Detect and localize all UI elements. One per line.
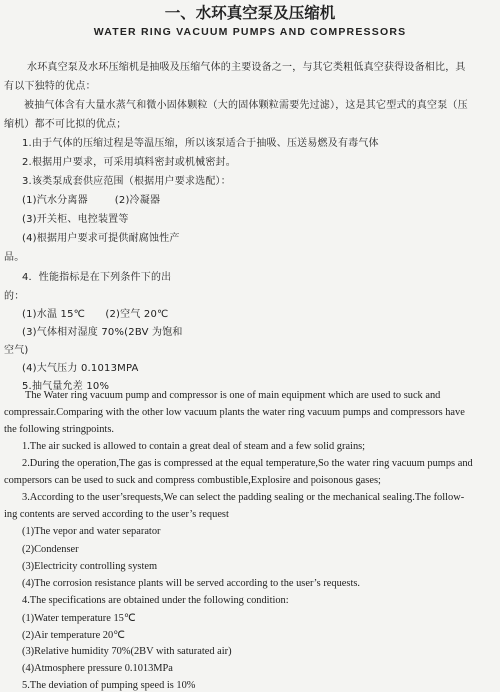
cn-line: 品。 — [4, 252, 25, 263]
en-line: (2)Air temperature 20℃ — [22, 630, 125, 641]
cn-line: 有以下独特的优点： — [4, 81, 96, 92]
cn-line: 3.该类泵成套供应范围（根据用户要求选配）： — [22, 176, 231, 187]
en-line: 5.The deviation of pumping speed is 10% — [22, 680, 196, 691]
cn-line: (3)气体相对湿度 70%(2BV 为饱和 — [22, 327, 183, 338]
en-line: ing contents are served according to the user’s request — [4, 509, 229, 520]
en-line: (3)Electricity controlling system — [22, 561, 158, 572]
en-line: compressair.Comparing with the other low vacuum plants the water ring vacuum pumps and compressors have — [4, 407, 465, 418]
cn-line: (4)大气压力 0.1013MPA — [22, 363, 139, 374]
en-line: 1.The air sucked is allowed to contain a great deal of steam and a few solid grains; — [22, 441, 366, 452]
cn-line: 1.由于气体的压缩过程是等温压缩，所以该泵适合于抽吸、压送易燃及有毒气体 — [22, 138, 379, 149]
en-line: 3.According to the user’srequests,We can select the padding sealing or the mechanical sealing.The follow- — [22, 492, 465, 503]
cn-line: 2.根据用户要求，可采用填料密封或机械密封。 — [22, 157, 236, 168]
en-line: The Water ring vacuum pump and compressor is one of main equipment which are used to suck and — [25, 390, 441, 401]
cn-line: 水环真空泵及水环压缩机是抽吸及压缩气体的主要设备之一，与其它类粗低真空获得设备相比，具 — [27, 62, 466, 73]
cn-line: 缩机）都不可比拟的优点； — [4, 119, 127, 130]
cn-line: (4)根据用户要求可提供耐腐蚀性产 — [22, 233, 180, 244]
en-line: (2)Condenser — [22, 544, 79, 555]
en-line: (1)Water temperature 15℃ — [22, 613, 136, 624]
en-line: 2.During the operation,The gas is compressed at the equal temperature,So the water ring vacuum pumps and — [22, 458, 473, 469]
cn-line: 空气) — [4, 345, 29, 356]
cn-line: 的： — [4, 291, 25, 302]
cn-line: 5.抽气量允差 10% — [22, 381, 110, 392]
cn-line: (1)水温 15℃ (2)空气 20℃ — [22, 309, 169, 320]
cn-line: (3)开关柜、电控装置等 — [22, 214, 129, 225]
en-line: the following stringpoints. — [4, 424, 114, 435]
en-line: 4.The specifications are obtained under the following condition: — [22, 595, 289, 606]
chinese-title: 一、水环真空泵及压缩机 — [164, 4, 336, 22]
cn-line: 被抽气体含有大量水蒸气和微小固体颗粒（大的固体颗粒需要先过滤），这是其它型式的真空泵（压 — [24, 100, 468, 111]
en-line: compersors can be used to suck and compress combustible,Explosire and poisonous gases; — [4, 475, 381, 486]
en-line: (4)Atmosphere pressure 0.1013MPa — [22, 663, 173, 674]
en-line: (4)The corrosion resistance plants will be served according to the user’s requests. — [22, 578, 360, 589]
english-title: WATER RING VACUUM PUMPS AND COMPRESSORS — [93, 26, 407, 38]
cn-line: 4．性能指标是在下列条件下的出 — [22, 272, 172, 283]
en-line: (3)Relative humidity 70%(2BV with saturated air) — [22, 646, 232, 657]
cn-line: (1)汽水分离器 (2)冷凝器 — [22, 195, 161, 206]
en-line: (1)The vepor and water separator — [22, 526, 161, 537]
